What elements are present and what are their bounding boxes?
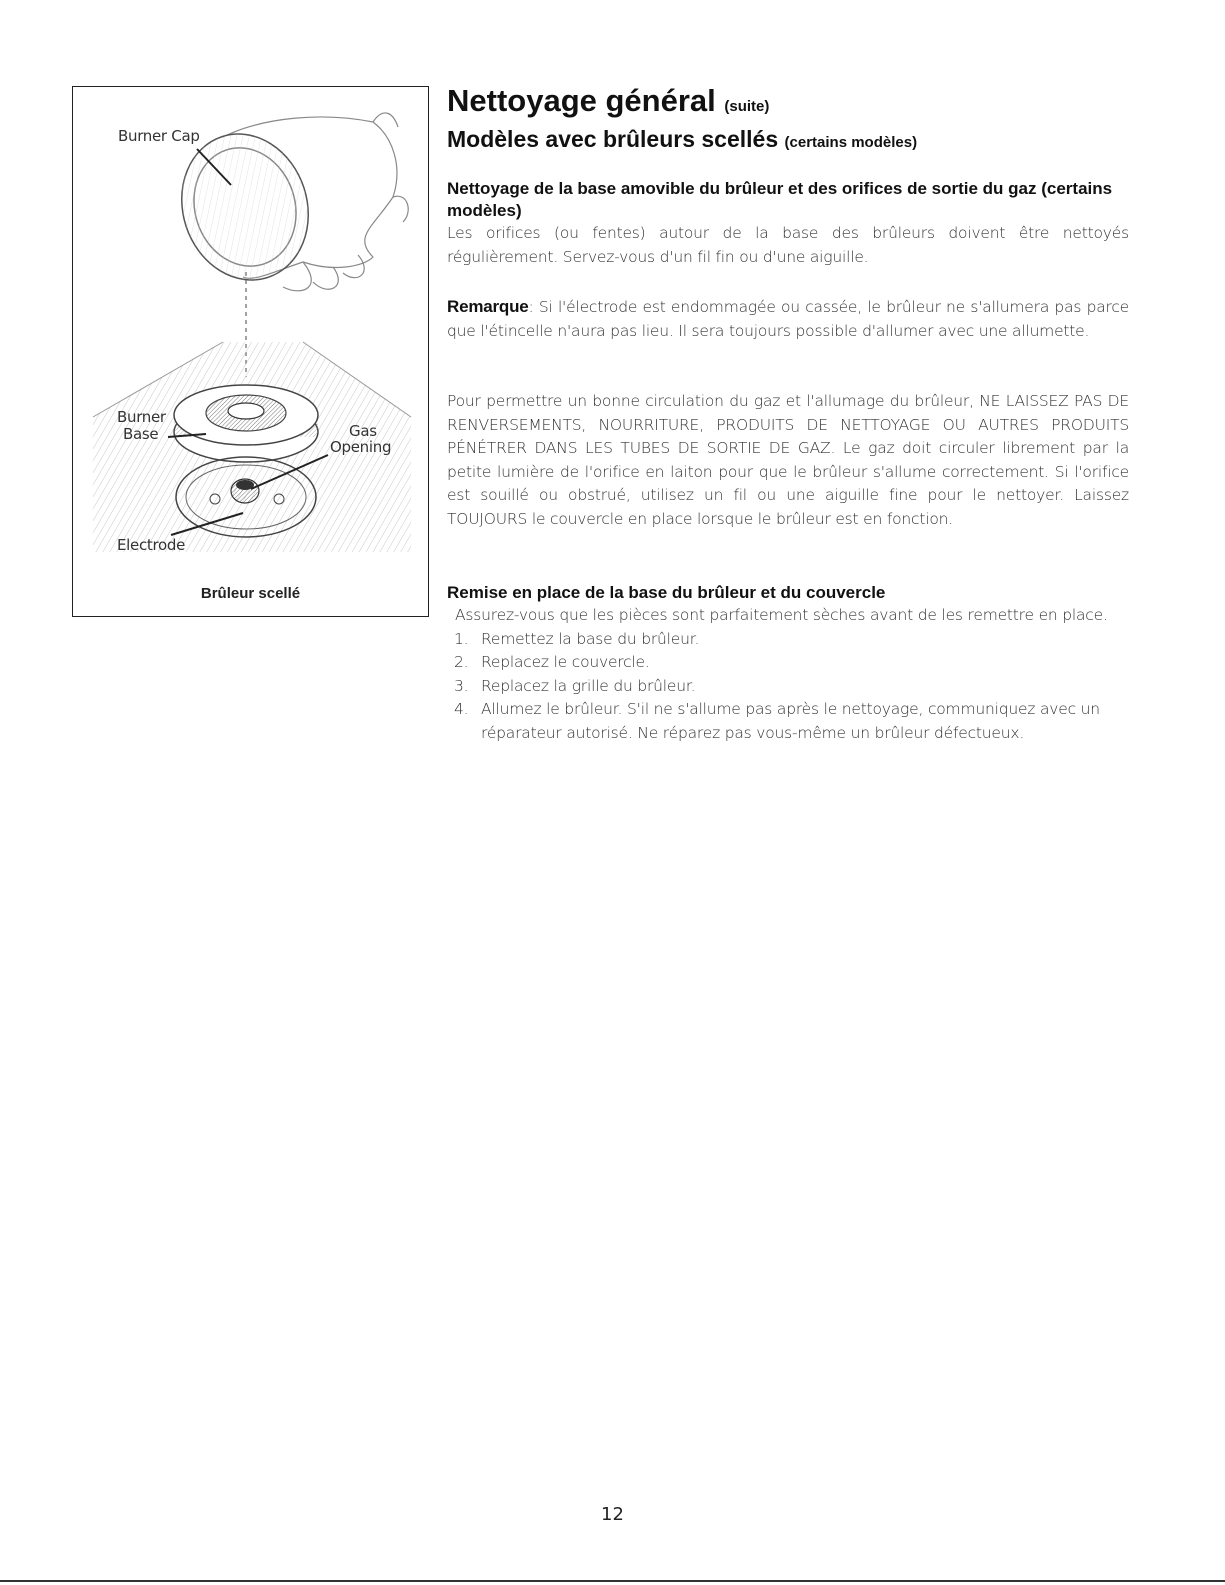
section-cleaning-heading: Nettoyage de la base amovible du brûleur et des orifices de sortie du gaz (certains modèles): [447, 179, 1113, 220]
main-content: [447, 83, 1129, 742]
section-cleaning-body: Les orifices (ou fentes) autour de la base des brûleurs doivent être nettoyés régulièrement. Servez-vous d'un fil fin ou d'une aiguille.: [447, 224, 1129, 266]
remark-block: [447, 295, 1129, 343]
label-opening: Opening: [330, 438, 392, 456]
section-replace-intro: Assurez-vous que les pièces sont parfaitement sèches avant de les remettre en place.: [455, 606, 1108, 624]
remark-text: : Si l'électrode est endommagée ou cassée, le brûleur ne s'allumera pas parce que l'étincelle n'aura pas lieu. Il sera toujours possible d'allumer avec une allumette.: [447, 298, 1129, 340]
figure-caption: Brûleur scellé: [200, 585, 301, 602]
burner-base-drawing: [174, 385, 318, 462]
list-item: 3. Replacez la grille du brûleur.: [454, 676, 696, 695]
bottom-rule: [0, 1580, 1225, 1582]
section-cleaning: [447, 178, 1129, 269]
remark-paragraph: [447, 295, 1129, 343]
label-base: Base: [123, 425, 159, 443]
label-burner-cap: Burner Cap: [118, 127, 200, 145]
burner-figure: [72, 86, 429, 617]
remark-label: Remarque: [447, 297, 529, 316]
section-replace: [447, 582, 1129, 745]
label-burner: Burner: [117, 408, 166, 426]
warning-paragraph: Pour permettre un bonne circulation du gaz et l'allumage du brûleur, NE LAISSEZ PAS DE RENVERSEMENTS, NOURRITURE, PRODUITS DE NETTOYAGE OU AUTRES PRODUITS PÉNÉTRER DANS LES TUBES DE SORTIE DE GAZ. Le gaz doit circuler librement par la petite lumière de l'orifice en laiton pour que le brûleur s'allume correctement. Si l'orifice est souillé ou obstrué, utilisez un fil ou une aiguille fine pour le nettoyer. Laissez TOUJOURS le couvercle en place lorsque le brûleur est en fonction.: [447, 392, 1129, 528]
list-item: 1. Remettez la base du brûleur.: [454, 629, 700, 648]
label-gas: Gas: [349, 422, 377, 440]
label-electrode: Electrode: [117, 536, 186, 554]
section-replace-heading: Remise en place de la base du brûleur et du couvercle: [447, 583, 886, 602]
warning-block: [447, 390, 1129, 531]
page-number: 12: [601, 1504, 624, 1525]
list-item: 4. Allumez le brûleur. S'il ne s'allume pas après le nettoyage, communiquez avec un réparateur autorisé. Ne réparez pas vous-même un brûleur défectueux.: [454, 700, 1100, 742]
page-title: Nettoyage général (suite): [447, 83, 770, 118]
replace-steps-list: [447, 628, 1129, 746]
page-subtitle: Modèles avec brûleurs scellés (certains modèles): [447, 126, 918, 152]
list-item: 2. Replacez le couvercle.: [454, 653, 650, 671]
